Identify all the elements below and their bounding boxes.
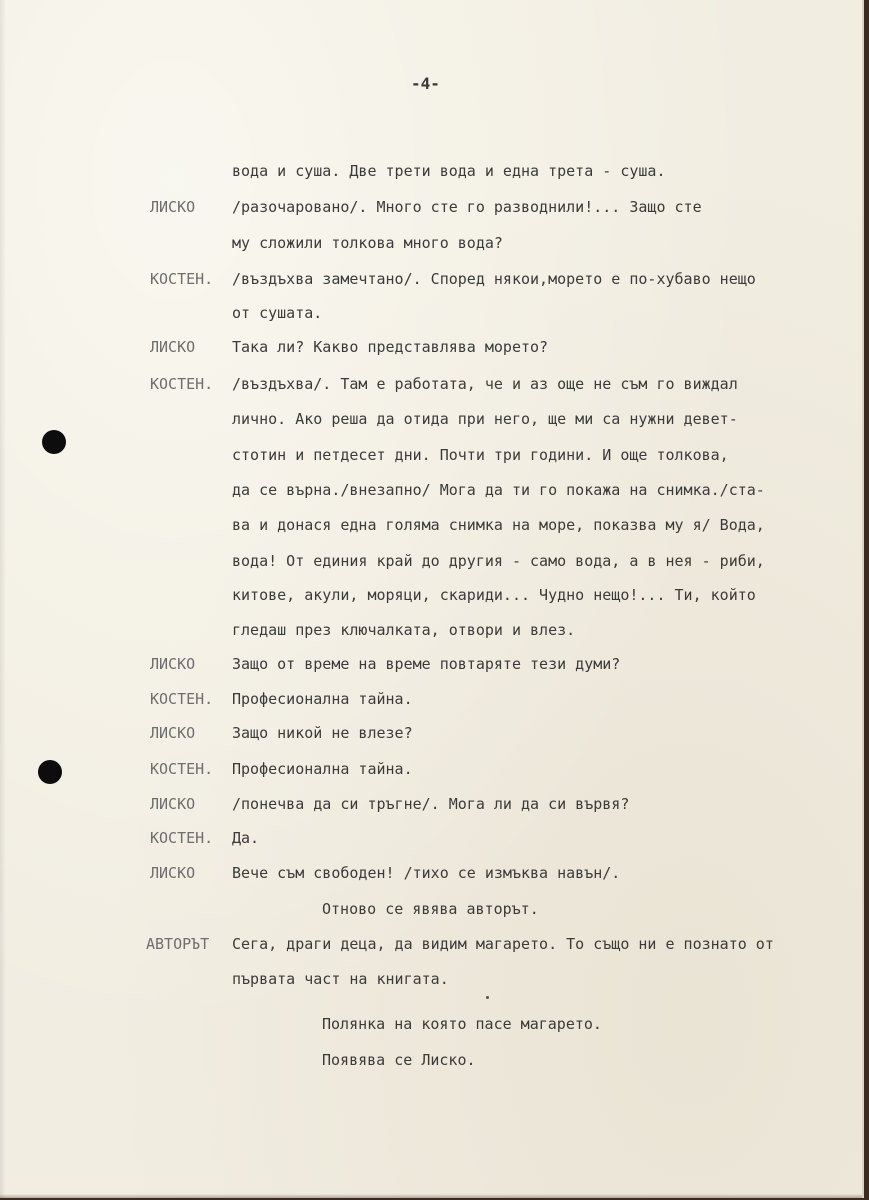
script-line: Сега, драги деца, да видим магарето. То също ни е познато от: [232, 935, 774, 953]
script-line: от сушата.: [232, 304, 323, 322]
speaker-name: КОСТЕН.: [150, 690, 214, 708]
script-line: /въздъхва замечтано/. Според някои,морето е по-хубаво нещо: [232, 270, 756, 288]
page-bottom-edge: [0, 1194, 862, 1198]
ink-speck: [486, 996, 489, 999]
speaker-name: ЛИСКО: [150, 795, 196, 813]
script-line: вода и суша. Две трети вода и една трета - суша.: [232, 162, 666, 180]
punch-hole-icon: [38, 760, 62, 784]
script-line: вода! От единия край до другия - само вода, а в нея - риби,: [232, 552, 765, 570]
script-line: ва и донася една голяма снимка на море, показва му я/ Вода,: [232, 516, 765, 534]
script-line: му сложили толкова много вода?: [232, 234, 503, 252]
script-line: първата част на книгата.: [232, 970, 449, 988]
script-line: Така ли? Какво представлява морето?: [232, 338, 549, 356]
stage-direction: Полянка на която пасе магарето.: [322, 1015, 602, 1033]
script-line: китове, акули, моряци, скариди... Чудно нещо!... Ти, който: [232, 586, 756, 604]
stage-direction: Отново се явява авторът.: [322, 900, 539, 918]
script-line: /разочаровано/. Много сте го разводнили!... Защо сте: [232, 198, 702, 216]
speaker-name: КОСТЕН.: [150, 760, 214, 778]
script-line: Да.: [232, 829, 260, 847]
script-line: Защо от време на време повтаряте тези думи?: [232, 655, 621, 673]
script-line: гледаш през ключалката, отвори и влез.: [232, 621, 576, 639]
speaker-name: ЛИСКО: [150, 198, 196, 216]
speaker-name: КОСТЕН.: [150, 375, 214, 393]
speaker-name: КОСТЕН.: [150, 829, 214, 847]
script-line: Професионална тайна.: [232, 690, 413, 708]
script-line: /въздъхва/. Там е работата, че и аз още не съм го виждал: [232, 375, 738, 393]
script-line: /понечва да си тръгне/. Мога ли да си вървя?: [232, 795, 630, 813]
script-line: Вече съм свободен! /тихо се измъква навън/.: [232, 864, 621, 882]
speaker-name: КОСТЕН.: [150, 270, 214, 288]
script-line: Защо никой не влезе?: [232, 724, 413, 742]
speaker-name: ЛИСКО: [150, 655, 196, 673]
script-line: Професионална тайна.: [232, 760, 413, 778]
script-line: да се върна./внезапно/ Мога да ти го покажа на снимка./ста-: [232, 481, 765, 499]
speaker-name: ЛИСКО: [150, 864, 196, 882]
speaker-name: ЛИСКО: [150, 338, 196, 356]
speaker-name: ЛИСКО: [150, 724, 196, 742]
script-line: стотин и петдесет дни. Почти три години. И още толкова,: [232, 446, 729, 464]
speaker-name: АВТОРЪТ: [146, 935, 210, 953]
punch-hole-icon: [42, 430, 66, 454]
stage-direction: Появява се Лиско.: [322, 1051, 476, 1069]
page-edge-shadow: [0, 0, 6, 1198]
page-number: -4-: [411, 74, 440, 93]
script-line: лично. Ако реша да отида при него, ще ми са нужни девет-: [232, 410, 738, 428]
